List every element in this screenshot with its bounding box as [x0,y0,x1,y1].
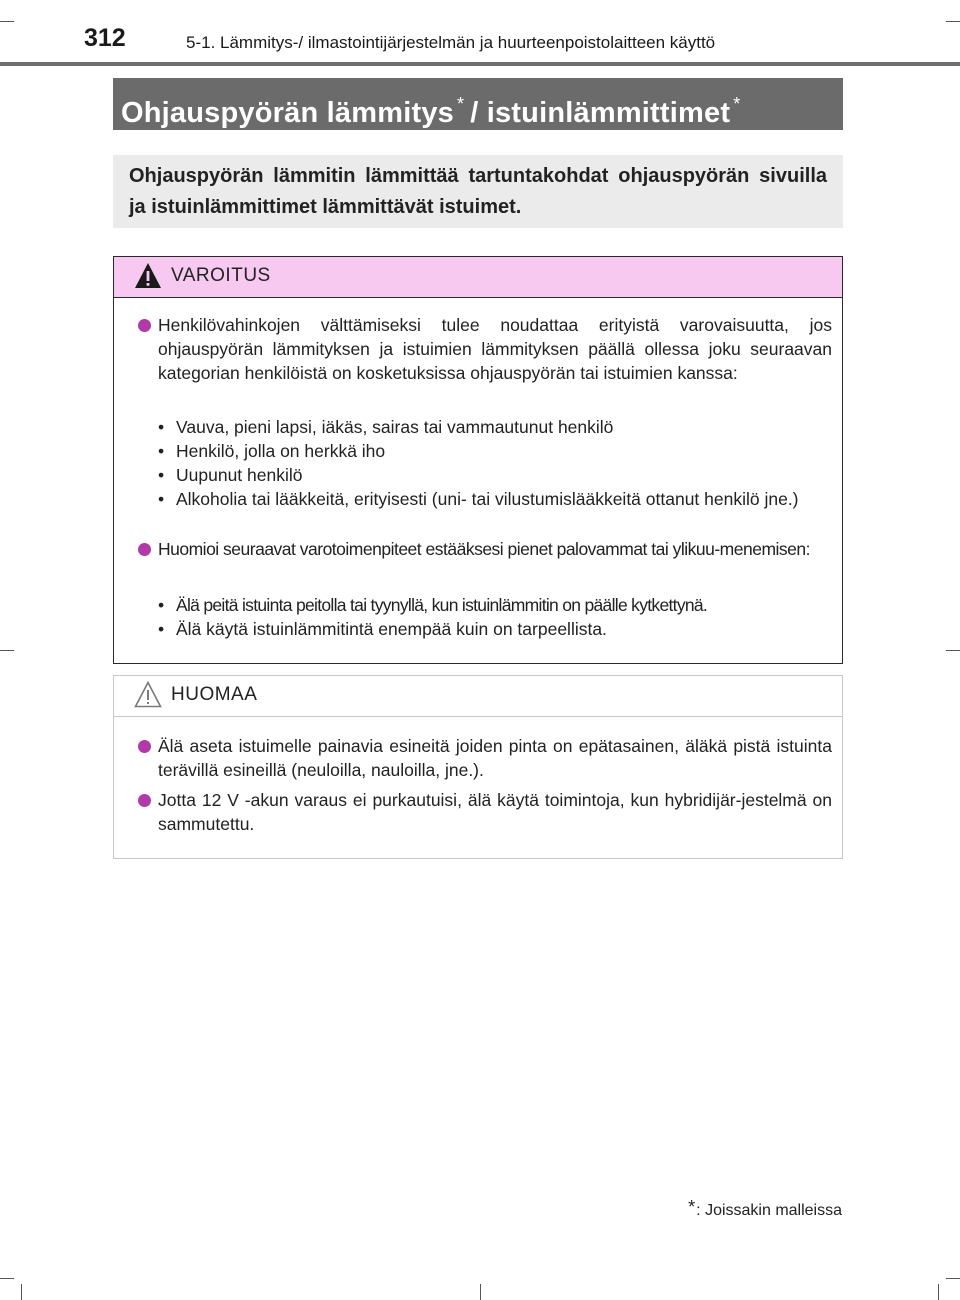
crop-mark [946,21,960,22]
warning-item-text: Henkilövahinkojen välttämiseksi tulee noudattaa erityistä varovaisuutta, jos ohjauspyörän lämmityksen ja istuimien lämmityksen päällä ollessa joku seuraavan kategorian henkilöistä on kosketuksissa ohjauspyörän tai istuimien kanssa: [158,315,832,383]
bullet-icon: • [158,465,165,485]
bullet-icon: • [158,417,165,437]
section-title-part2: / istuinlämmittimet [470,97,731,129]
bullet-dot-icon [138,319,151,332]
warning-sub-bullet [158,593,830,617]
bullet-icon: • [158,595,165,615]
warning-sub-bullet [158,415,830,439]
warning-sub-bullet [158,617,830,641]
notice-item-text: Jotta 12 V -akun varaus ei purkautuisi, älä käytä toimintoja, kun hybridijär-jestelmä on sammutettu. [158,790,832,834]
bullet-icon: • [158,619,165,639]
crop-mark [480,1284,481,1300]
crop-mark [938,1284,939,1300]
intro-text: Ohjauspyörän lämmitin lämmittää tartuntakohdat ohjauspyörän sivuilla ja istuinlämmittimet lämmittävät istuimet. [113,155,843,228]
chapter-title: 5-1. Lämmitys-/ ilmastointijärjestelmän ja huurteenpoistolaitteen käyttö [186,33,716,52]
footnote-text: : Joissakin malleissa [696,1202,842,1219]
notice-item-text: Älä aseta istuimelle painavia esineitä joiden pinta on epätasainen, äläkä pistä istuinta terävillä esineillä (neuloilla, nauloilla, jne.). [158,736,832,780]
warning-item-text: Huomioi seuraavat varotoimenpiteet estääksesi pienet palovammat tai ylikuu-menemisen: [158,539,811,559]
crop-mark [21,1284,22,1300]
asterisk-mark: * [688,1197,696,1217]
warning-sub-text: Alkoholia tai lääkkeitä, erityisesti (uni- tai vilustumislääkkeitä ottanut henkilö jne.) [176,489,799,509]
notice-title: HUOMAA [171,684,258,705]
asterisk-mark: * [456,94,465,114]
crop-mark [0,650,14,651]
notice-item [138,734,832,782]
warning-sub-bullet [158,439,830,463]
crop-mark [0,21,14,22]
bullet-dot-icon [138,794,151,807]
notice-item [138,788,832,836]
warning-sub-text: Älä peitä istuinta peitolla tai tyynyllä, kun istuinlämmitin on päälle kytkettynä. [176,595,708,615]
warning-sub-bullet [158,463,830,487]
warning-sub-text: Vauva, pieni lapsi, iäkäs, sairas tai vammautunut henkilö [176,417,614,437]
warning-header [114,257,842,298]
asterisk-mark: * [733,94,741,114]
warning-triangle-icon [134,262,162,289]
caution-triangle-icon [134,681,162,708]
warning-title: VAROITUS [171,265,271,286]
crop-mark [946,1278,960,1279]
bullet-dot-icon [138,740,151,753]
page-header [84,24,884,60]
warning-sub-text: Älä käytä istuinlämmitintä enempää kuin on tarpeellista. [176,619,607,639]
crop-mark [0,1278,14,1279]
page-number: 312 [84,24,126,52]
footnote [688,1199,842,1220]
warning-sub-bullet [158,487,830,511]
warning-item [138,313,832,385]
warning-sub-text: Henkilö, jolla on herkkä iho [176,441,386,461]
crop-mark [946,650,960,651]
section-title-part1: Ohjauspyörän lämmitys [121,97,454,129]
notice-header [114,676,842,717]
notice-box [113,675,843,859]
bullet-dot-icon [138,543,151,556]
bullet-icon: • [158,489,165,509]
warning-item [138,537,832,561]
header-divider [0,62,960,66]
bullet-icon: • [158,441,165,461]
warning-sub-text: Uupunut henkilö [176,465,303,485]
warning-box [113,256,843,664]
section-title [113,78,843,130]
